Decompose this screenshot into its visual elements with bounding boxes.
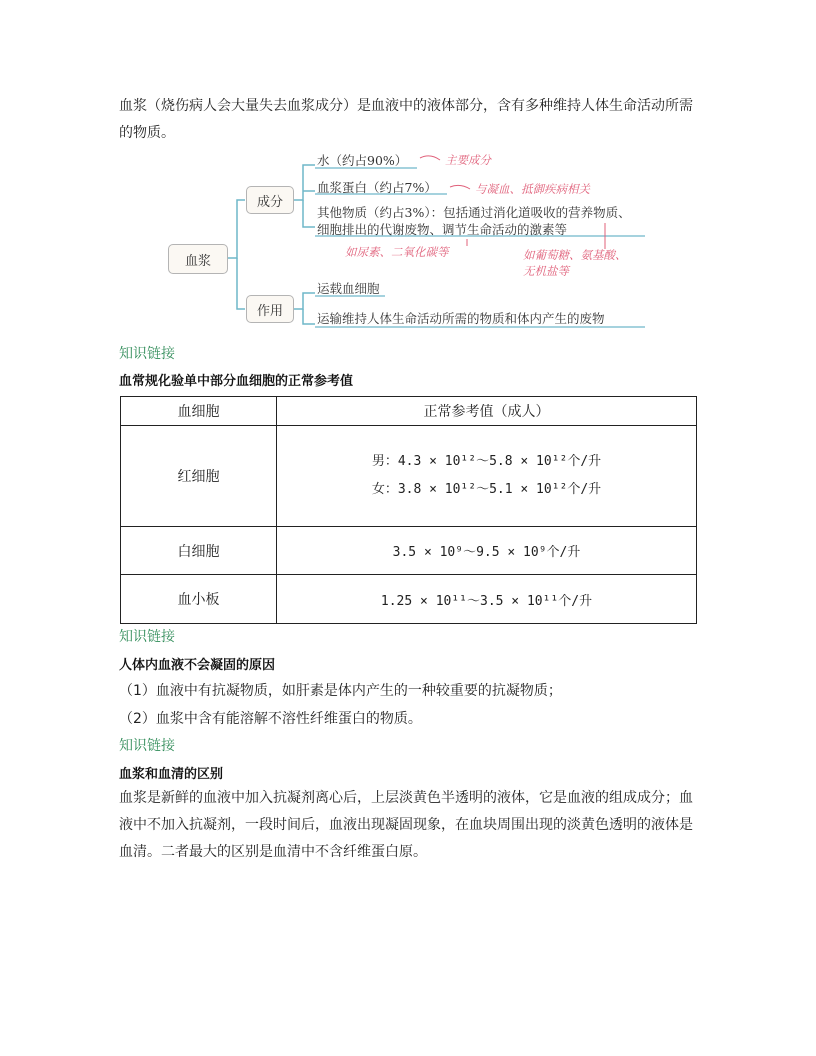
note-protein-role: 与凝血、抵御疾病相关 [475, 182, 590, 196]
rbc-male: 男：4.3 × 10¹²～5.8 × 10¹²个/升 [371, 454, 602, 469]
component-protein: 血浆蛋白（约占7%） [317, 180, 437, 195]
rbc-name: 红细胞 [121, 426, 277, 527]
component-other-line1: 其他物质（约占3%）：包括通过消化道吸收的营养物质、 [317, 205, 631, 220]
wbc-name: 白细胞 [121, 527, 277, 575]
blood-cell-reference-table [120, 396, 697, 624]
branch-node-composition: 成分 [246, 186, 294, 214]
rbc-female: 女：3.8 × 10¹²～5.1 × 10¹²个/升 [371, 482, 602, 497]
diagram-lines [165, 143, 665, 333]
knowledge-link-3: 知识链接 [119, 738, 175, 754]
note-nutrient-examples-1: 如葡萄糖、氨基酸、 [523, 248, 627, 262]
plt-name: 血小板 [121, 575, 277, 624]
section2-title: 人体内血液不会凝固的原因 [119, 658, 276, 673]
branch-node-function: 作用 [246, 295, 294, 323]
section1-title: 血常规化验单中部分血细胞的正常参考值 [119, 374, 354, 389]
table-row [121, 426, 697, 527]
note-main-component: 主要成分 [445, 153, 491, 167]
table-row [121, 575, 697, 624]
wbc-value: 3.5 × 10⁹～9.5 × 10⁹个/升 [277, 527, 697, 575]
knowledge-link-1: 知识链接 [119, 346, 175, 362]
reason-item-1: （1）血液中有抗凝物质，如肝素是体内产生的一种较重要的抗凝物质； [119, 683, 562, 699]
rbc-values [277, 426, 697, 527]
component-other-line2: 细胞排出的代谢废物、调节生命活动的激素等 [317, 222, 568, 237]
plt-value: 1.25 × 10¹¹～3.5 × 10¹¹个/升 [277, 575, 697, 624]
note-nutrient-examples-2: 无机盐等 [523, 264, 569, 278]
knowledge-link-2: 知识链接 [119, 629, 175, 645]
function-carry-cells: 运载血细胞 [317, 281, 380, 296]
table-header-row [121, 397, 697, 426]
root-node-plasma: 血浆 [168, 244, 228, 274]
section3-title: 血浆和血清的区别 [119, 767, 224, 782]
component-water: 水（约占90%） [317, 153, 408, 168]
header-cell-type: 血细胞 [121, 397, 277, 426]
reason-item-2: （2）血浆中含有能溶解不溶性纤维蛋白的物质。 [119, 711, 422, 727]
function-transport: 运输维持人体生命活动所需的物质和体内产生的废物 [317, 311, 605, 326]
header-cell-range: 正常参考值（成人） [277, 397, 697, 426]
plasma-serum-paragraph: 血浆是新鲜的血液中加入抗凝剂离心后，上层淡黄色半透明的液体，它是血液的组成成分；血液中不加入抗凝剂，一段时间后，血液出现凝固现象，在血块周围出现的淡黄色透明的液体是血清。二者最大的区别是血清中不含纤维蛋白原。 [119, 790, 693, 860]
table-row [121, 527, 697, 575]
note-waste-examples: 如尿素、二氧化碳等 [345, 245, 449, 259]
intro-paragraph: 血浆（烧伤病人会大量失去血浆成分）是血液中的液体部分，含有多种维持人体生命活动所需的物质。 [119, 98, 693, 141]
